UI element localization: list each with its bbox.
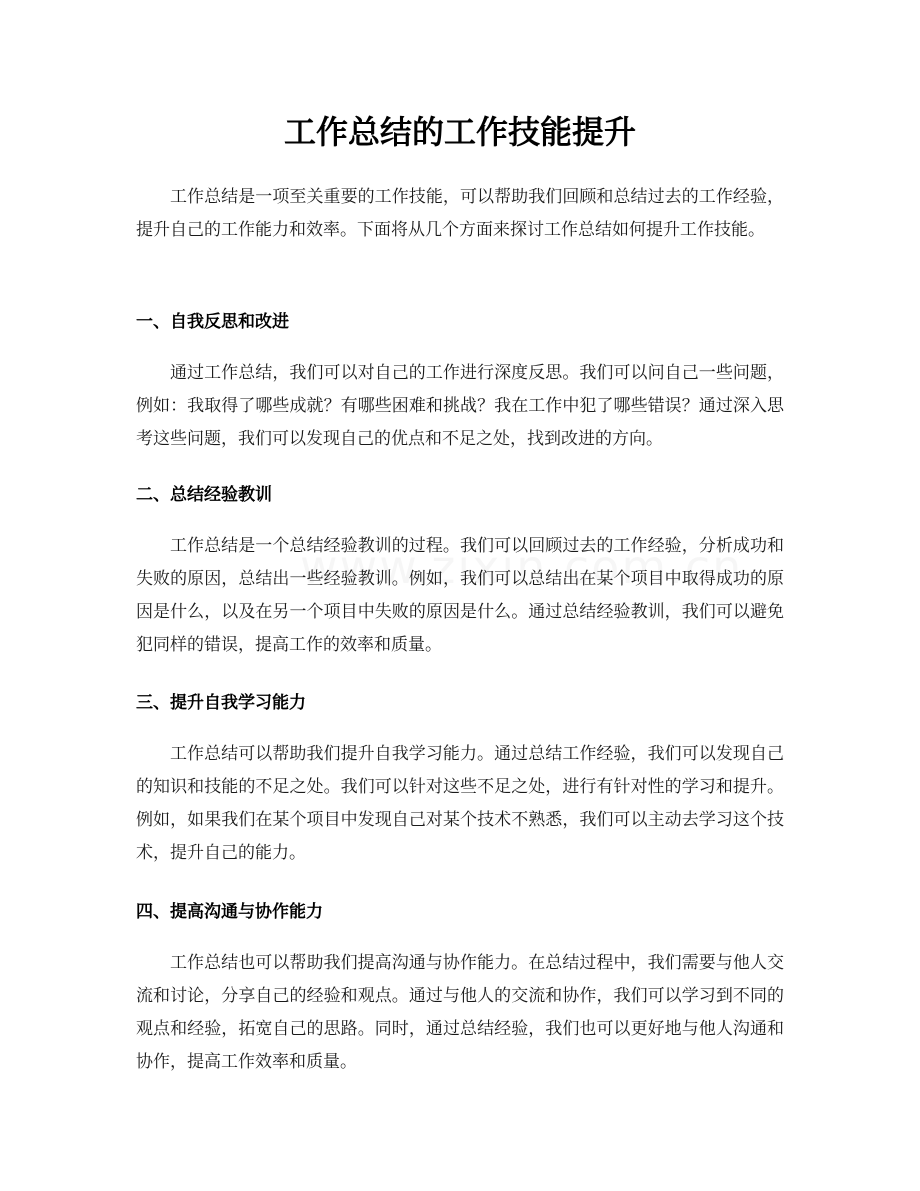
intro-paragraph: 工作总结是一项至关重要的工作技能，可以帮助我们回顾和总结过去的工作经验，提升自己的工作能力和效率。下面将从几个方面来探讨工作总结如何提升工作技能。 bbox=[136, 187, 784, 240]
section-heading-1: 一、自我反思和改进 bbox=[136, 312, 289, 332]
section-body-2: 工作总结是一个总结经验教训的过程。我们可以回顾过去的工作经验，分析成功和失败的原因，总结出一些经验教训。例如，我们可以总结出在某个项目中取得成功的原因是什么，以及在另一个项目中失败的原因是什么。通过总结经验教训，我们可以避免犯同样的错误，提高工作的效率和质量。 bbox=[136, 536, 784, 655]
section-heading-2: 二、总结经验教训 bbox=[136, 485, 272, 505]
section-body-3: 工作总结可以帮助我们提升自我学习能力。通过总结工作经验，我们可以发现自己的知识和技能的不足之处。我们可以针对这些不足之处，进行有针对性的学习和提升。例如，如果我们在某个项目中发现自己对某个技术不熟悉，我们可以主动去学习这个技术，提升自己的能力。 bbox=[136, 744, 784, 863]
section-heading-4: 四、提高沟通与协作能力 bbox=[136, 902, 323, 922]
section-heading-3: 三、提升自我学习能力 bbox=[136, 693, 306, 713]
section-body-4: 工作总结也可以帮助我们提高沟通与协作能力。在总结过程中，我们需要与他人交流和讨论，分享自己的经验和观点。通过与他人的交流和协作，我们可以学习到不同的观点和经验，拓宽自己的思路。同时，通过总结经验，我们也可以更好地与他人沟通和协作，提高工作效率和质量。 bbox=[136, 953, 784, 1072]
document-title: 工作总结的工作技能提升 bbox=[283, 113, 636, 151]
section-body-1: 通过工作总结，我们可以对自己的工作进行深度反思。我们可以问自己一些问题，例如：我取得了哪些成就？有哪些困难和挑战？我在工作中犯了哪些错误？通过深入思考这些问题，我们可以发现自己的优点和不足之处，找到改进的方向。 bbox=[136, 363, 784, 449]
